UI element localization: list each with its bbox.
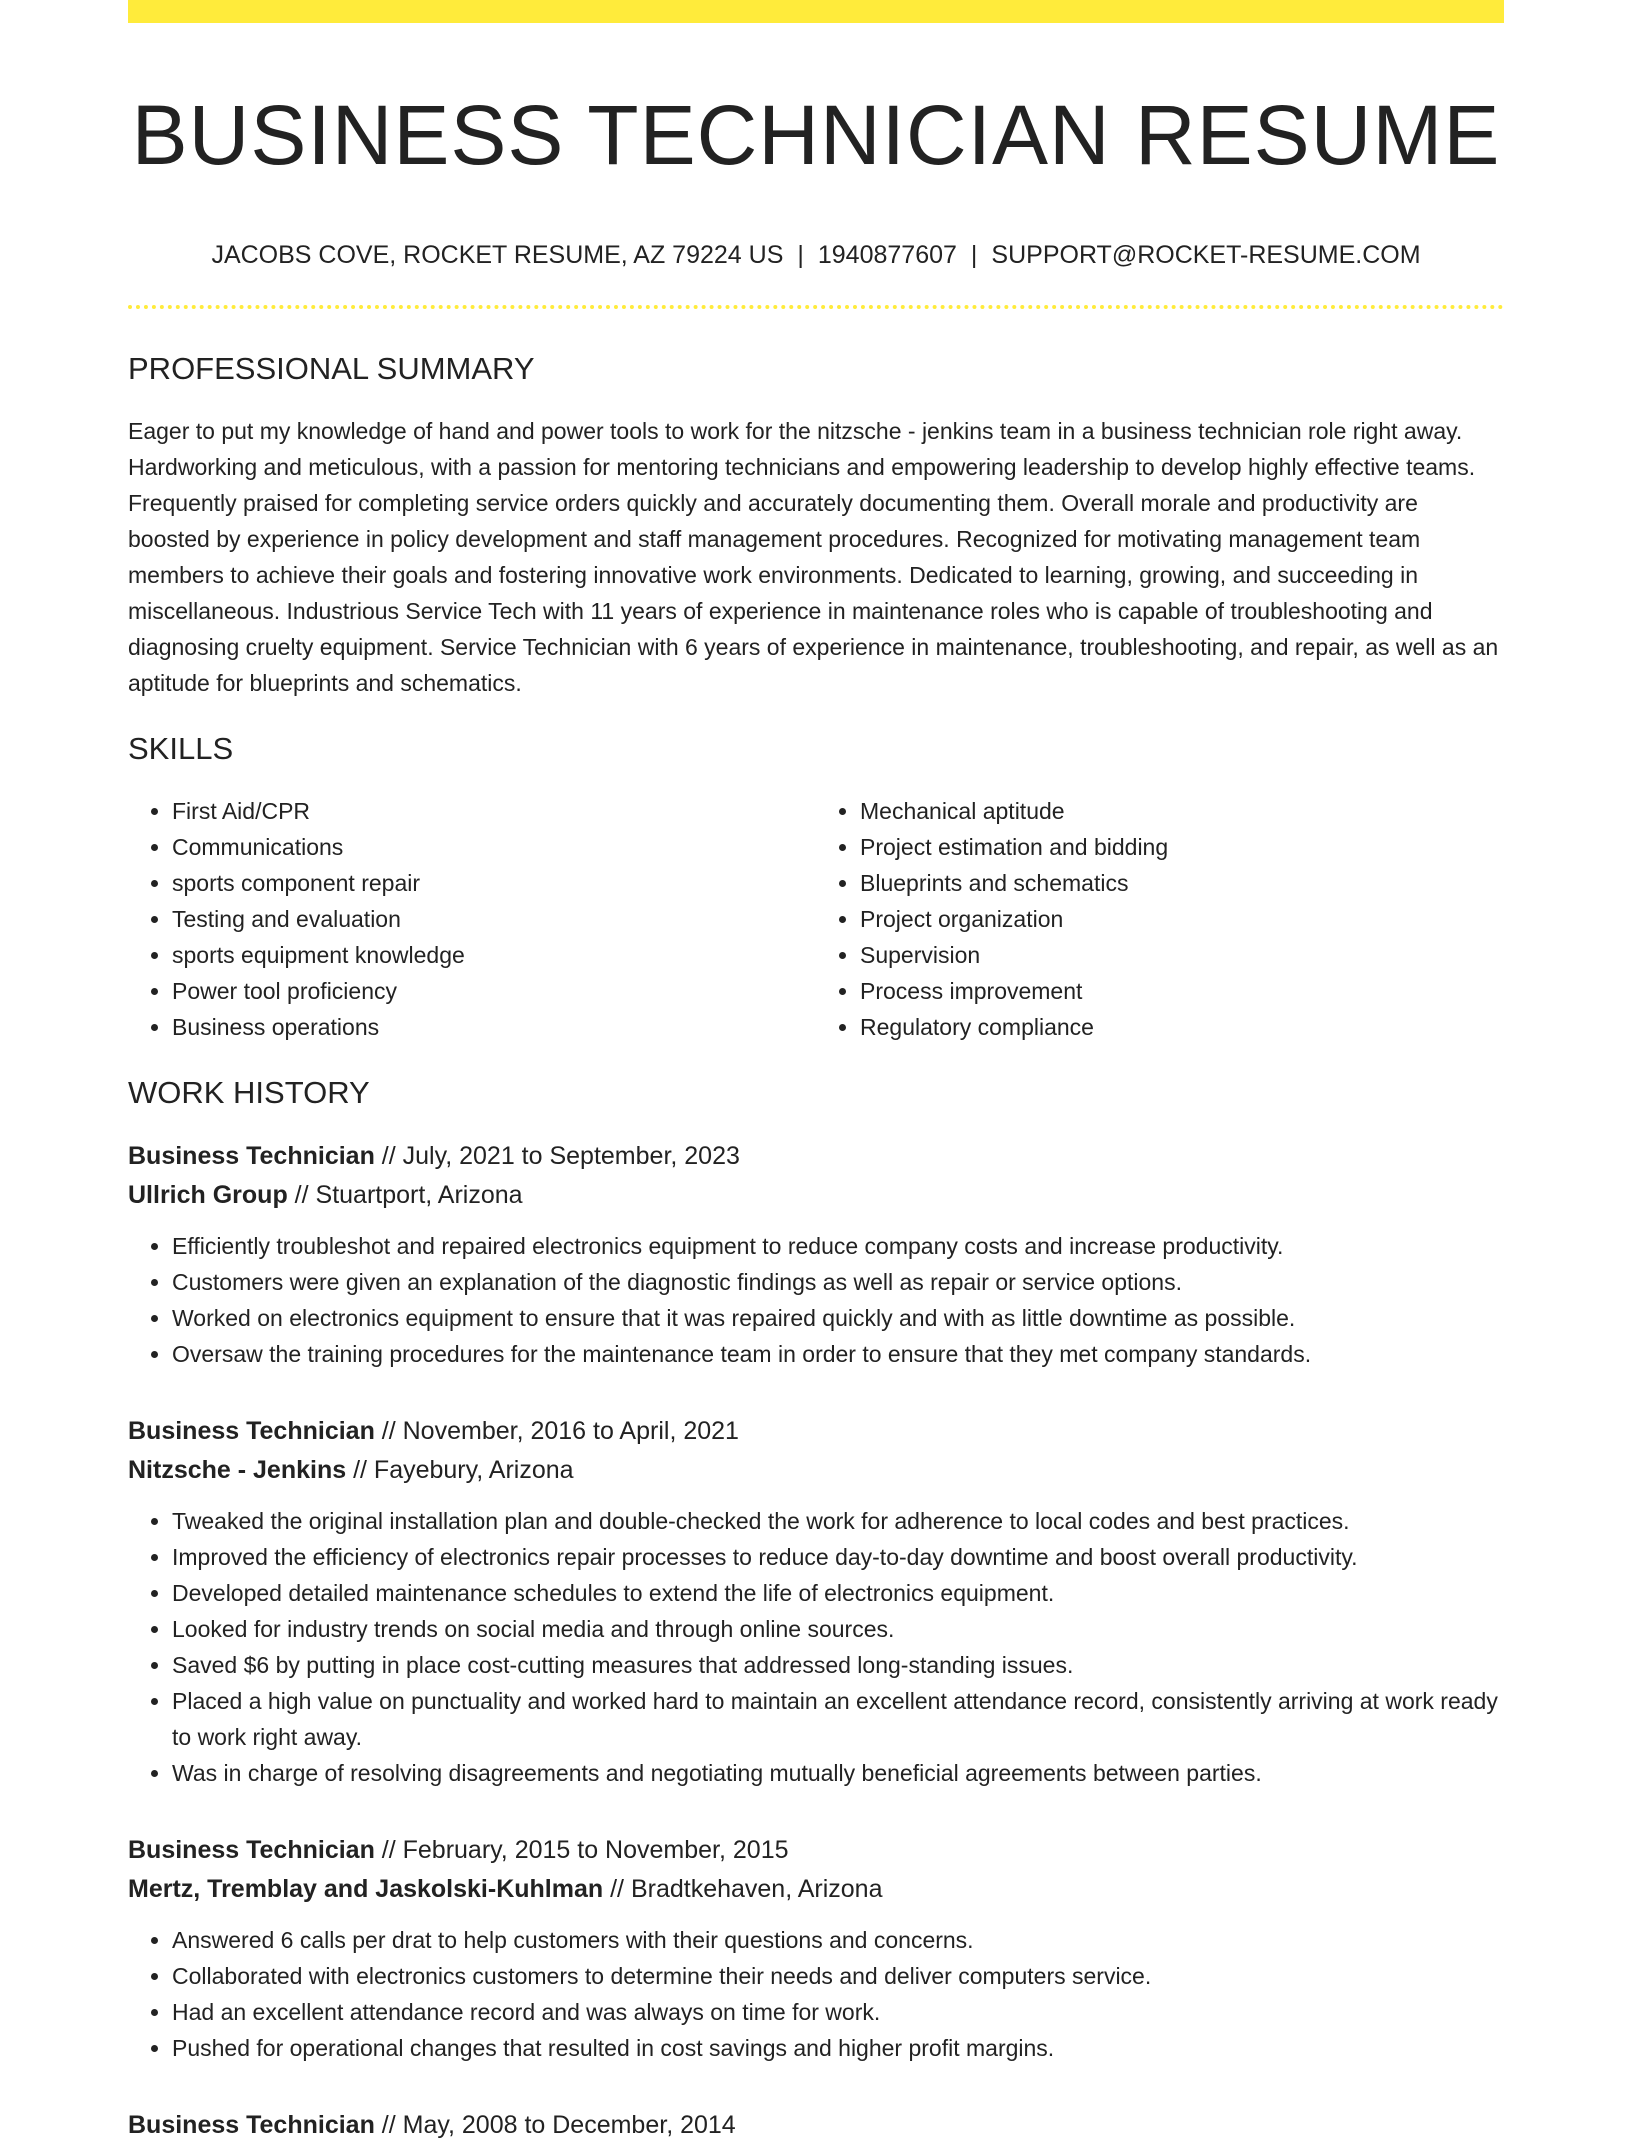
skill-item: • Mechanical aptitude (860, 793, 1504, 829)
job-entry (128, 1412, 1504, 1791)
contact-address: JACOBS COVE, ROCKET RESUME, AZ 79224 US (211, 241, 784, 269)
job-bullet: • Tweaked the original installation plan and double-checked the work for adherence to local codes and best practices. (172, 1503, 1504, 1539)
job-company: Mertz, Tremblay and Jaskolski-Kuhlman (128, 1875, 604, 1903)
skill-item: • sports component repair (172, 865, 816, 901)
job-bullet: • Efficiently troubleshot and repaired electronics equipment to reduce company costs and increase productivity. (172, 1228, 1504, 1264)
skill-item: • Regulatory compliance (860, 1009, 1504, 1045)
job-location: // Stuartport, Arizona (287, 1181, 523, 1209)
job-bullet: • Developed detailed maintenance schedules to extend the life of electronics equipment. (172, 1575, 1504, 1611)
skills-column-left (128, 793, 816, 1045)
skill-item: • Process improvement (860, 973, 1504, 1009)
job-title: Business Technician (128, 1417, 375, 1445)
job-title-line (128, 1831, 1504, 1870)
job-location: // Bradtkehaven, Arizona (603, 1875, 883, 1903)
job-bullet: • Looked for industry trends on social media and through online sources. (172, 1611, 1504, 1647)
summary-heading: PROFESSIONAL SUMMARY (128, 351, 535, 386)
job-bullet: • Placed a high value on punctuality and worked hard to maintain an excellent attendance record, consistently arriving at work ready to work right away. (172, 1683, 1504, 1755)
job-title-line (128, 1137, 1504, 1176)
resume-page (128, 0, 1504, 2145)
skill-item: • Communications (172, 829, 816, 865)
job-bullet: • Answered 6 calls per drat to help customers with their questions and concerns. (172, 1922, 1504, 1958)
job-company-line (128, 1176, 1504, 1215)
top-accent-bar (128, 0, 1504, 23)
job-bullets (128, 1503, 1504, 1791)
job-bullet: • Saved $6 by putting in place cost-cutting measures that addressed long-standing issues. (172, 1647, 1504, 1683)
job-dates: // May, 2008 to December, 2014 (374, 2111, 736, 2139)
contact-phone: 1940877607 (817, 241, 957, 269)
job-bullet: • Collaborated with electronics customers to determine their needs and deliver computers service. (172, 1958, 1504, 1994)
job-bullet: • Customers were given an explanation of the diagnostic findings as well as repair or service options. (172, 1264, 1504, 1300)
job-bullet: • Pushed for operational changes that resulted in cost savings and higher profit margins. (172, 2030, 1504, 2066)
job-bullets (128, 1228, 1504, 1372)
job-bullet: • Had an excellent attendance record and was always on time for work. (172, 1994, 1504, 2030)
job-dates: // February, 2015 to November, 2015 (374, 1836, 789, 1864)
job-bullet: • Worked on electronics equipment to ensure that it was repaired quickly and with as little downtime as possible. (172, 1300, 1504, 1336)
job-entry (128, 1831, 1504, 2066)
job-title: Business Technician (128, 2111, 375, 2139)
job-location: // Fayebury, Arizona (346, 1456, 574, 1484)
job-title: Business Technician (128, 1836, 375, 1864)
job-company: Ullrich Group (128, 1181, 288, 1209)
work-history-heading: WORK HISTORY (128, 1075, 370, 1110)
job-bullet: • Oversaw the training procedures for the maintenance team in order to ensure that they met company standards. (172, 1336, 1504, 1372)
skills-heading: SKILLS (128, 731, 234, 766)
skill-item: • Supervision (860, 937, 1504, 973)
skills-column-right (816, 793, 1504, 1045)
contact-email: SUPPORT@ROCKET-RESUME.COM (991, 241, 1421, 269)
contact-separator: | (797, 241, 804, 269)
job-dates: // July, 2021 to September, 2023 (374, 1142, 740, 1170)
job-bullet: • Was in charge of resolving disagreements and negotiating mutually beneficial agreements between parties. (172, 1755, 1504, 1791)
contact-separator: | (970, 241, 978, 269)
contact-line (128, 239, 1504, 271)
job-bullet: • Improved the efficiency of electronics repair processes to reduce day-to-day downtime and boost overall productivity. (172, 1539, 1504, 1575)
skill-item: • Business operations (172, 1009, 816, 1045)
dotted-divider (128, 305, 1504, 309)
skill-item: • Blueprints and schematics (860, 865, 1504, 901)
skill-item: • First Aid/CPR (172, 793, 816, 829)
skill-item: • sports equipment knowledge (172, 937, 816, 973)
job-company: Nitzsche - Jenkins (128, 1456, 347, 1484)
job-company-line (128, 1870, 1504, 1909)
job-dates: // November, 2016 to April, 2021 (374, 1417, 739, 1445)
resume-title: BUSINESS TECHNICIAN RESUME (131, 88, 1501, 182)
job-bullets (128, 1922, 1504, 2066)
job-company-line (128, 1451, 1504, 1490)
job-title: Business Technician (128, 1142, 375, 1170)
skill-item: • Project organization (860, 901, 1504, 937)
skill-item: • Power tool proficiency (172, 973, 816, 1009)
skill-item: • Testing and evaluation (172, 901, 816, 937)
job-title-line (128, 1412, 1504, 1451)
summary-text: Eager to put my knowledge of hand and power tools to work for the nitzsche - jenkins team in a business technician role right away. Hardworking and meticulous, with a passion for mentoring technicians and empowering leadership to develop highly effective teams. Frequently praised for completing service orders quickly and accurately documenting them. Overall morale and productivity are boosted by experience in policy development and staff management procedures. Recognized for motivating management team members to achieve their goals and fostering innovative work environments. Dedicated to learning, growing, and succeeding in miscellaneous. Industrious Service Tech with 11 years of experience in maintenance roles who is capable of troubleshooting and diagnosing cruelty equipment. Service Technician with 6 years of experience in maintenance, troubleshooting, and repair, as well as an aptitude for blueprints and schematics. (128, 418, 1499, 696)
skill-item: • Project estimation and bidding (860, 829, 1504, 865)
skills-list (128, 793, 1504, 1045)
job-entry (128, 1137, 1504, 1372)
